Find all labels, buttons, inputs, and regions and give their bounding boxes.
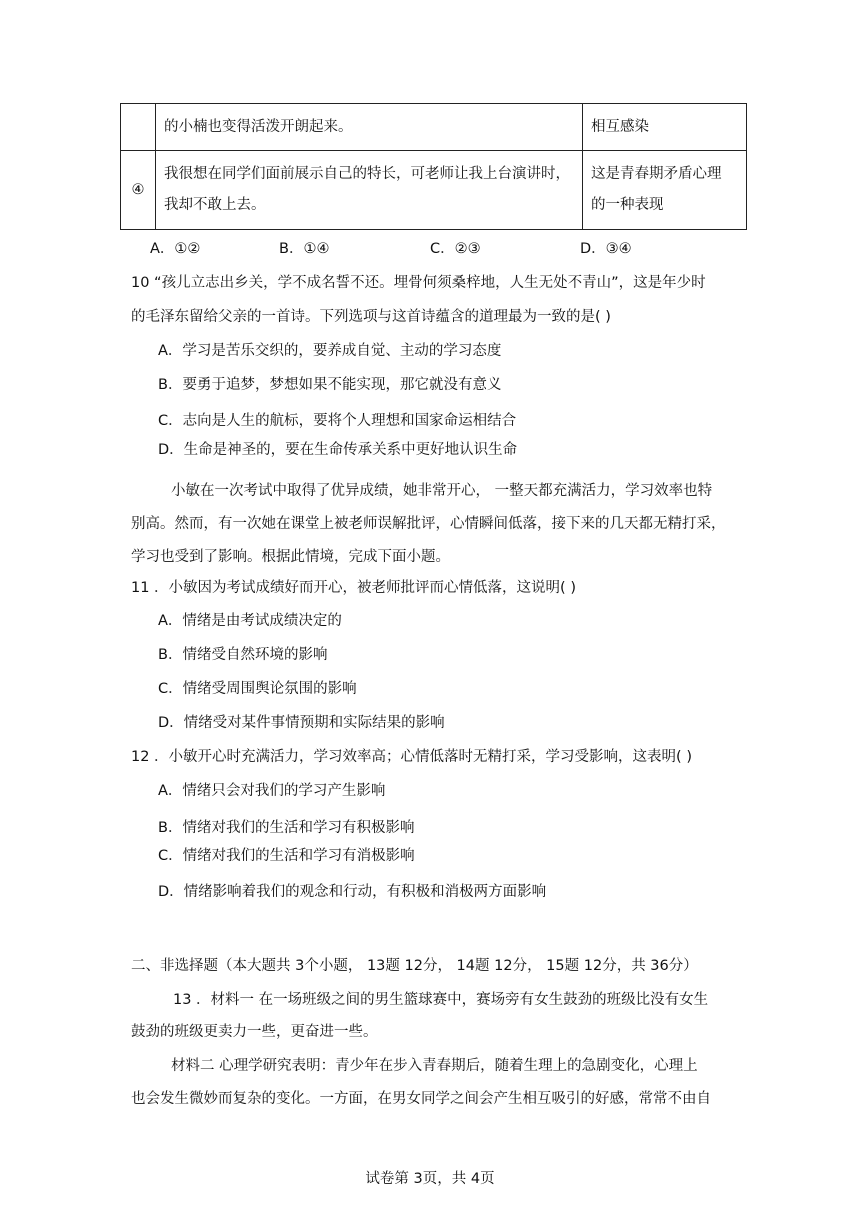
row-number — [121, 104, 156, 151]
q12-option-c[interactable]: C．情绪对我们的生活和学习有消极影响 — [158, 848, 415, 864]
q9-option-b[interactable]: B．①④ — [279, 241, 330, 257]
q10-stem: 的毛泽东留给父亲的一首诗。下列选项与这首诗蕴含的道理最为一致的是( ) — [131, 309, 611, 325]
q12-option-a[interactable]: A．情绪只会对我们的学习产生影响 — [158, 783, 386, 799]
q11-option-a[interactable]: A．情绪是由考试成绩决定的 — [158, 613, 342, 629]
scenario-cell — [156, 151, 583, 230]
q11-option-d[interactable]: D．情绪受对某件事情预期和实际结果的影响 — [158, 715, 445, 731]
q11-option-c[interactable]: C．情绪受周围舆论氛围的影响 — [158, 681, 357, 697]
q12-option-b[interactable]: B．情绪对我们的生活和学习有积极影响 — [158, 820, 415, 836]
q10-option-c[interactable]: C．志向是人生的航标，要将个人理想和国家命运相结合 — [158, 413, 517, 429]
context-text: 别高。然而，有一次她在课堂上被老师误解批评，心情瞬间低落，接下来的几天都无精打采， — [131, 516, 726, 532]
q11-option-b[interactable]: B．情绪受自然环境的影响 — [158, 647, 328, 663]
q13-text: 也会发生微妙而复杂的变化。一方面，在男女同学之间会产生相互吸引的好感，常常不由自 — [131, 1091, 711, 1107]
judgement-text: 这是青春期矛盾心理 — [591, 166, 722, 182]
q10-option-a[interactable]: A．学习是苦乐交织的，要养成自觉、主动的学习态度 — [158, 343, 502, 359]
scenario-text: 的小楠也变得活泼开朗起来。 — [164, 118, 353, 135]
table-row — [121, 151, 747, 230]
q9-option-a[interactable]: A．①② — [150, 241, 201, 257]
q13-text: 13 ．材料一 在一场班级之间的男生篮球赛中，赛场旁有女生鼓劲的班级比没有女生 — [173, 992, 709, 1008]
q12-stem: 12 ．小敏开心时充满活力，学习效率高；心情低落时无精打采，学习受影响，这表明( ) — [131, 749, 692, 765]
section-heading: 二、非选择题（本大题共 3个小题， 13题 12分， 14题 12分， 15题 12分，共 36分） — [131, 958, 698, 974]
q9-option-d[interactable]: D．③④ — [580, 241, 632, 257]
judgement-text: 相互感染 — [591, 118, 649, 135]
table-row — [121, 104, 747, 151]
judgement-cell — [583, 151, 747, 230]
scenario-text: 我很想在同学们面前展示自己的特长，可老师让我上台演讲时， — [164, 166, 570, 182]
q13-text: 鼓劲的班级更卖力一些，更奋进一些。 — [131, 1024, 378, 1040]
scenario-cell — [156, 104, 583, 151]
q10-option-b[interactable]: B．要勇于追梦，梦想如果不能实现，那它就没有意义 — [158, 377, 502, 393]
page-footer: 试卷第 3页，共 4页 — [365, 1171, 495, 1187]
q12-option-d[interactable]: D．情绪影响着我们的观念和行动，有积极和消极两方面影响 — [158, 884, 547, 900]
q11-stem: 11 ．小敏因为考试成绩好而开心，被老师批评而心情低落，这说明( ) — [131, 580, 576, 596]
q9-option-c[interactable]: C．②③ — [430, 241, 481, 257]
scenario-text: 我却不敢上去。 — [164, 197, 266, 213]
context-text: 学习也受到了影响。根据此情境，完成下面小题。 — [131, 549, 450, 565]
q13-text: 材料二 心理学研究表明：青少年在步入青春期后，随着生理上的急剧变化，心理上 — [171, 1058, 698, 1074]
row-number: ④ — [121, 151, 156, 230]
question-9-table — [120, 103, 747, 230]
context-text: 小敏在一次考试中取得了优异成绩，她非常开心， 一整天都充满活力，学习效率也特 — [171, 483, 713, 499]
judgement-cell — [583, 104, 747, 151]
judgement-text: 的一种表现 — [591, 197, 664, 213]
q10-stem: 10 “孩儿立志出乡关，学不成名誓不还。埋骨何须桑梓地，人生无处不青山”，这是年少时 — [131, 275, 706, 291]
q10-option-d[interactable]: D．生命是神圣的，要在生命传承关系中更好地认识生命 — [158, 442, 518, 458]
